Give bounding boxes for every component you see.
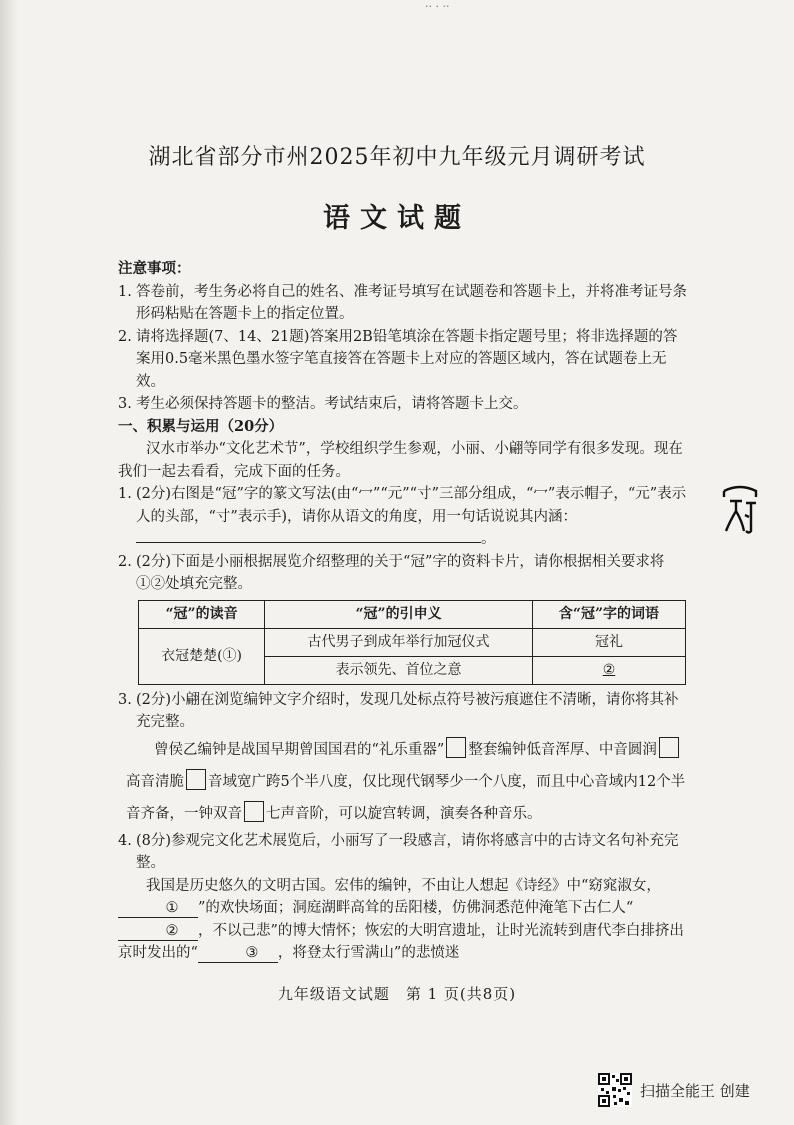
notice-text: 考生必须保持答题卡的整洁。考试结束后，请将答题卡上交。 <box>136 396 528 412</box>
notice-item <box>118 281 690 326</box>
table-header-row <box>139 600 686 628</box>
passage-text: 高音清脆 <box>126 773 184 790</box>
punctuation-box[interactable] <box>446 737 466 758</box>
qr-code-icon <box>598 1073 632 1107</box>
scanner-watermark <box>598 1073 750 1107</box>
table-header: “冠”的引申义 <box>265 600 533 628</box>
top-scrap-text: ·· · ·· <box>425 0 450 13</box>
punctuation-box[interactable] <box>244 801 264 822</box>
table-header: “冠”的读音 <box>139 600 265 628</box>
exam-body <box>118 258 690 965</box>
punctuation-box[interactable] <box>659 737 679 758</box>
notice-text: 请将选择题(7、14、21题)答案用2B铅笔填涂在答题卡指定题号里；将非选择题的答案用0.5毫米黑色墨水签字笔直接答在答题卡上对应的答题区域内，答在试题卷上无效。 <box>136 328 678 390</box>
poem-blank[interactable]: ③ <box>198 944 278 963</box>
notice-text: 答卷前，考生务必将自己的姓名、准考证号填写在试题卷和答题卡上，并将准考证号条形码粘贴在答题卡上的指定位置。 <box>136 283 687 322</box>
passage-text: ，不以己悲”的博大情怀；恢宏的大明宫遗址，让时光流转到唐代李白排挤出京时发出的“ <box>118 922 684 961</box>
question-text: (8分)参观完文化艺术展览后，小丽写了一段感言，请你将感言中的古诗文名句补充完整。 <box>136 832 679 871</box>
notice-item <box>118 326 690 394</box>
poem-blank[interactable]: ② <box>118 922 198 941</box>
passage-text: ，将登太行雪满山”的悲愤迷 <box>277 945 460 961</box>
passage-text: 整套编钟低音浑厚、中音圆润 <box>468 741 657 758</box>
seal-script-guan-icon <box>720 481 760 537</box>
passage-text: 我国是历史悠久的文明古国。宏伟的编钟，不由让人想起《诗经》中“窈窕淑女， <box>146 877 661 894</box>
section-heading: 一、积累与运用（20分） <box>118 417 284 435</box>
meaning-cell: 古代男子到成年举行加冠仪式 <box>265 628 533 656</box>
notice-num: 1. <box>118 283 132 300</box>
question-num: 3. <box>118 691 132 708</box>
passage-text: 七声音阶，可以旋宫转调，演奏各种音乐。 <box>266 805 542 822</box>
reflection-passage <box>118 875 690 965</box>
scanner-app-label: 扫描全能王 创建 <box>640 1081 750 1100</box>
passage-text: 曾侯乙编钟是战国早期曾国国君的“礼乐重器” <box>154 741 445 758</box>
question-end: 。 <box>481 531 496 547</box>
question-num: 1. <box>118 486 132 502</box>
page-footer: 九年级语文试题 第 1 页(共8页) <box>277 985 517 1003</box>
exam-subtitle: 语文试题 <box>323 203 471 234</box>
word-cell: ② <box>532 656 685 684</box>
notice-num: 2. <box>118 328 132 345</box>
question-text: (2分)右图是“冠”字的篆文写法(由“冖”“元”“寸”三部分组成，“冖”表示帽子，“元”表示人的头部，“寸”表示手)，请你从语文的角度，用一句话说说其内涵： <box>136 486 687 525</box>
exam-title: 湖北省部分市州2025年初中九年级元月调研考试 <box>148 145 646 170</box>
bianzhong-passage <box>118 734 690 830</box>
question-1 <box>118 483 690 551</box>
question-4 <box>118 830 690 875</box>
punctuation-box[interactable] <box>186 769 206 790</box>
answer-blank[interactable] <box>136 528 481 543</box>
meaning-cell: 表示领先、首位之意 <box>265 656 533 684</box>
question-2 <box>118 551 690 596</box>
passage-text: 音域宽广跨5个半八度，仅比现代钢琴少一个八度，而且中心音域内12个半音齐备，一钟双音 <box>126 773 686 822</box>
table-header: 含“冠”字的词语 <box>532 600 685 628</box>
notice-num: 3. <box>118 396 132 412</box>
poem-blank[interactable]: ① <box>118 899 198 918</box>
question-text: (2分)小翩在浏览编钟文字介绍时，发现几处标点符号被污痕遮住不清晰，请你将其补充完整。 <box>136 691 679 730</box>
notice-heading: 注意事项： <box>118 260 191 277</box>
reading-cell: 衣冠楚楚(①) <box>139 628 265 684</box>
notice-item <box>118 393 690 416</box>
table-row <box>139 628 686 656</box>
guan-info-card <box>138 600 686 685</box>
question-num: 2. <box>118 553 132 570</box>
question-num: 4. <box>118 832 132 849</box>
word-cell: 冠礼 <box>532 628 685 656</box>
section-intro: 汉水市举办“文化艺术节”，学校组织学生参观，小丽、小翩等同学有很多发现。现在我们一起去看看，完成下面的任务。 <box>118 441 683 480</box>
passage-text: ”的欢快场面；洞庭湖畔高耸的岳阳楼，仿佛洞悉范仲淹笔下古仁人“ <box>198 900 634 916</box>
question-text: (2分)下面是小丽根据展览介绍整理的关于“冠”字的资料卡片，请你根据相关要求将①②处填充完整。 <box>136 553 665 592</box>
question-3 <box>118 689 690 734</box>
